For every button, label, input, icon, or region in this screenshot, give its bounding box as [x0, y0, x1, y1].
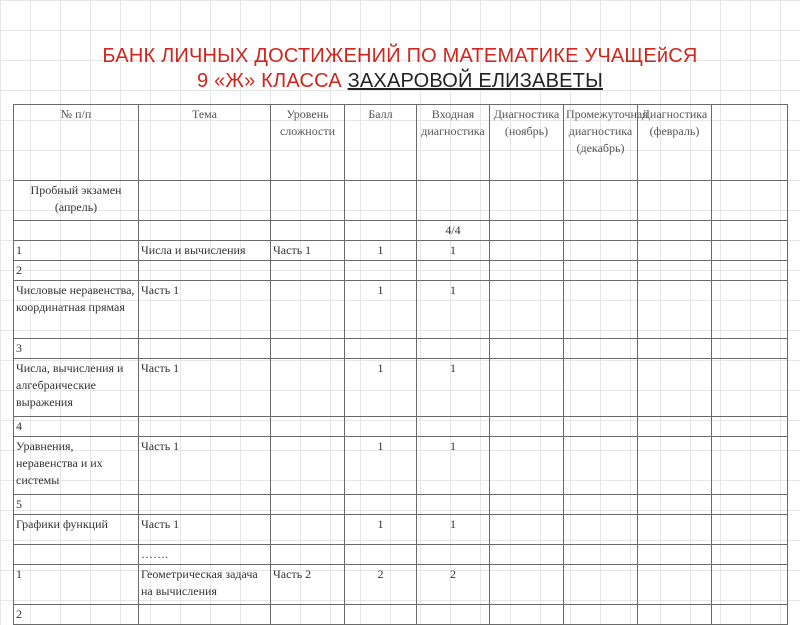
row-december	[564, 495, 638, 515]
row-number: 5	[14, 495, 139, 515]
table-cell	[139, 221, 271, 241]
row-november	[490, 515, 564, 545]
row-february	[638, 605, 712, 625]
row-topic: Геометрическая задача на вычисления	[139, 565, 271, 605]
row-november	[490, 281, 564, 339]
row-topic: Числа, вычисления и алгебраические выражения	[14, 359, 139, 417]
row-december	[564, 281, 638, 339]
title-line-1: БАНК ЛИЧНЫХ ДОСТИЖЕНИЙ ПО МАТЕМАТИКЕ УЧАЩЕйСЯ	[102, 45, 698, 67]
row-number: 2	[14, 605, 139, 625]
row-level	[271, 545, 345, 565]
row-number: 1	[14, 241, 139, 261]
table-row	[14, 545, 788, 565]
row-number: Числовые неравенства, координатная прямая	[14, 281, 139, 339]
class-label: 9 «Ж» КЛАССА	[197, 70, 342, 92]
table-cell	[712, 221, 788, 241]
row-level: Часть 2	[271, 565, 345, 605]
header-extra	[712, 105, 788, 181]
table-row	[14, 261, 788, 281]
row-november	[490, 339, 564, 359]
row-number: 4	[14, 417, 139, 437]
header-november-diagnostics: Диагностика (ноябрь)	[490, 105, 564, 181]
table-cell	[271, 359, 345, 417]
table-cell	[712, 241, 788, 261]
table-cell	[712, 495, 788, 515]
table-cell	[490, 181, 564, 221]
row-november	[490, 495, 564, 515]
table-row	[14, 359, 788, 417]
table-cell	[271, 221, 345, 241]
header-input-diagnostics: Входная диагностика	[417, 105, 490, 181]
row-topic	[139, 261, 271, 281]
row-level: Часть 1	[139, 437, 271, 495]
max-score: 4/4	[417, 221, 490, 241]
header-february-diagnostics: Диагностика (февраль)	[638, 105, 712, 181]
row-february	[638, 241, 712, 261]
row-february	[638, 565, 712, 605]
row-input-diagnostics: 1	[417, 515, 490, 545]
table-cell	[490, 221, 564, 241]
row-december	[564, 417, 638, 437]
row-december	[564, 241, 638, 261]
row-number: 3	[14, 339, 139, 359]
table-cell	[271, 437, 345, 495]
row-score: 1	[345, 515, 417, 545]
table-cell	[712, 605, 788, 625]
row-score	[345, 261, 417, 281]
table-cell	[417, 181, 490, 221]
table-cell	[712, 339, 788, 359]
row-february	[638, 515, 712, 545]
row-level: Часть 1	[139, 281, 271, 339]
table-row	[14, 241, 788, 261]
table-cell	[712, 281, 788, 339]
row-input-diagnostics: 1	[417, 437, 490, 495]
row-february	[638, 359, 712, 417]
row-november	[490, 241, 564, 261]
row-november	[490, 605, 564, 625]
table-cell	[712, 545, 788, 565]
header-score: Балл	[345, 105, 417, 181]
row-february	[638, 495, 712, 515]
row-december	[564, 605, 638, 625]
table-row	[14, 565, 788, 605]
row-november	[490, 261, 564, 281]
row-input-diagnostics	[417, 339, 490, 359]
row-topic: …….	[139, 545, 271, 565]
row-february	[638, 417, 712, 437]
row-score	[345, 605, 417, 625]
row-input-diagnostics	[417, 261, 490, 281]
row-topic	[139, 605, 271, 625]
header-number: № п/п	[14, 105, 139, 181]
row-february	[638, 261, 712, 281]
row-score: 1	[345, 359, 417, 417]
table-cell	[271, 281, 345, 339]
row-november	[490, 565, 564, 605]
header-level: Уровень сложности	[271, 105, 345, 181]
header-topic: Тема	[139, 105, 271, 181]
row-level	[271, 495, 345, 515]
row-topic	[139, 417, 271, 437]
row-february	[638, 545, 712, 565]
table-cell	[712, 261, 788, 281]
row-input-diagnostics: 1	[417, 281, 490, 339]
row-input-diagnostics	[417, 605, 490, 625]
table-cell	[564, 181, 638, 221]
trial-exam-row	[14, 181, 788, 221]
row-february	[638, 339, 712, 359]
header-december-diagnostics: Промежуточная диагностика (декабрь)	[564, 105, 638, 181]
row-february	[638, 437, 712, 495]
row-topic: Числа и вычисления	[139, 241, 271, 261]
student-name: ЗАХАРОВОЙ ЕЛИЗАВЕТЫ	[347, 70, 603, 92]
row-input-diagnostics: 2	[417, 565, 490, 605]
table-row	[14, 339, 788, 359]
row-november	[490, 417, 564, 437]
table-cell	[712, 565, 788, 605]
row-december	[564, 261, 638, 281]
row-input-diagnostics	[417, 417, 490, 437]
row-number: 1	[14, 565, 139, 605]
row-november	[490, 437, 564, 495]
row-score: 2	[345, 565, 417, 605]
trial-exam-label: Пробный экзамен (апрель)	[14, 181, 139, 221]
table-cell	[271, 515, 345, 545]
table-row	[14, 437, 788, 495]
row-level: Часть 1	[139, 359, 271, 417]
table-cell	[712, 181, 788, 221]
table-row	[14, 605, 788, 625]
row-input-diagnostics	[417, 545, 490, 565]
header-row	[14, 105, 788, 181]
achievements-table	[13, 104, 788, 625]
row-score: 1	[345, 281, 417, 339]
row-score	[345, 495, 417, 515]
row-input-diagnostics	[417, 495, 490, 515]
row-december	[564, 545, 638, 565]
table-cell	[712, 417, 788, 437]
row-level: Часть 1	[271, 241, 345, 261]
row-topic	[139, 495, 271, 515]
table-cell	[345, 221, 417, 241]
table-cell	[712, 437, 788, 495]
row-score	[345, 545, 417, 565]
row-february	[638, 281, 712, 339]
row-december	[564, 565, 638, 605]
page-title	[0, 44, 800, 94]
title-line-2	[0, 69, 800, 94]
table-row	[14, 281, 788, 339]
row-topic	[139, 339, 271, 359]
row-number	[14, 545, 139, 565]
table-row	[14, 417, 788, 437]
row-level	[271, 417, 345, 437]
row-december	[564, 359, 638, 417]
row-score: 1	[345, 437, 417, 495]
table-cell	[14, 221, 139, 241]
row-number: 2	[14, 261, 139, 281]
table-cell	[139, 181, 271, 221]
row-november	[490, 359, 564, 417]
row-level	[271, 605, 345, 625]
table-cell	[564, 221, 638, 241]
row-score	[345, 417, 417, 437]
table-row	[14, 515, 788, 545]
row-december	[564, 437, 638, 495]
row-topic: Уравнения, неравенства и их системы	[14, 437, 139, 495]
row-november	[490, 545, 564, 565]
row-level	[271, 261, 345, 281]
row-level	[271, 339, 345, 359]
row-level: Часть 1	[139, 515, 271, 545]
table-cell	[712, 359, 788, 417]
row-input-diagnostics: 1	[417, 359, 490, 417]
row-score	[345, 339, 417, 359]
table-cell	[638, 221, 712, 241]
table-row	[14, 495, 788, 515]
max-score-row	[14, 221, 788, 241]
row-score: 1	[345, 241, 417, 261]
row-december	[564, 515, 638, 545]
table-cell	[345, 181, 417, 221]
table-cell	[638, 181, 712, 221]
table-cell	[271, 181, 345, 221]
row-input-diagnostics: 1	[417, 241, 490, 261]
row-december	[564, 339, 638, 359]
table-cell	[712, 515, 788, 545]
row-topic: Графики функций	[14, 515, 139, 545]
